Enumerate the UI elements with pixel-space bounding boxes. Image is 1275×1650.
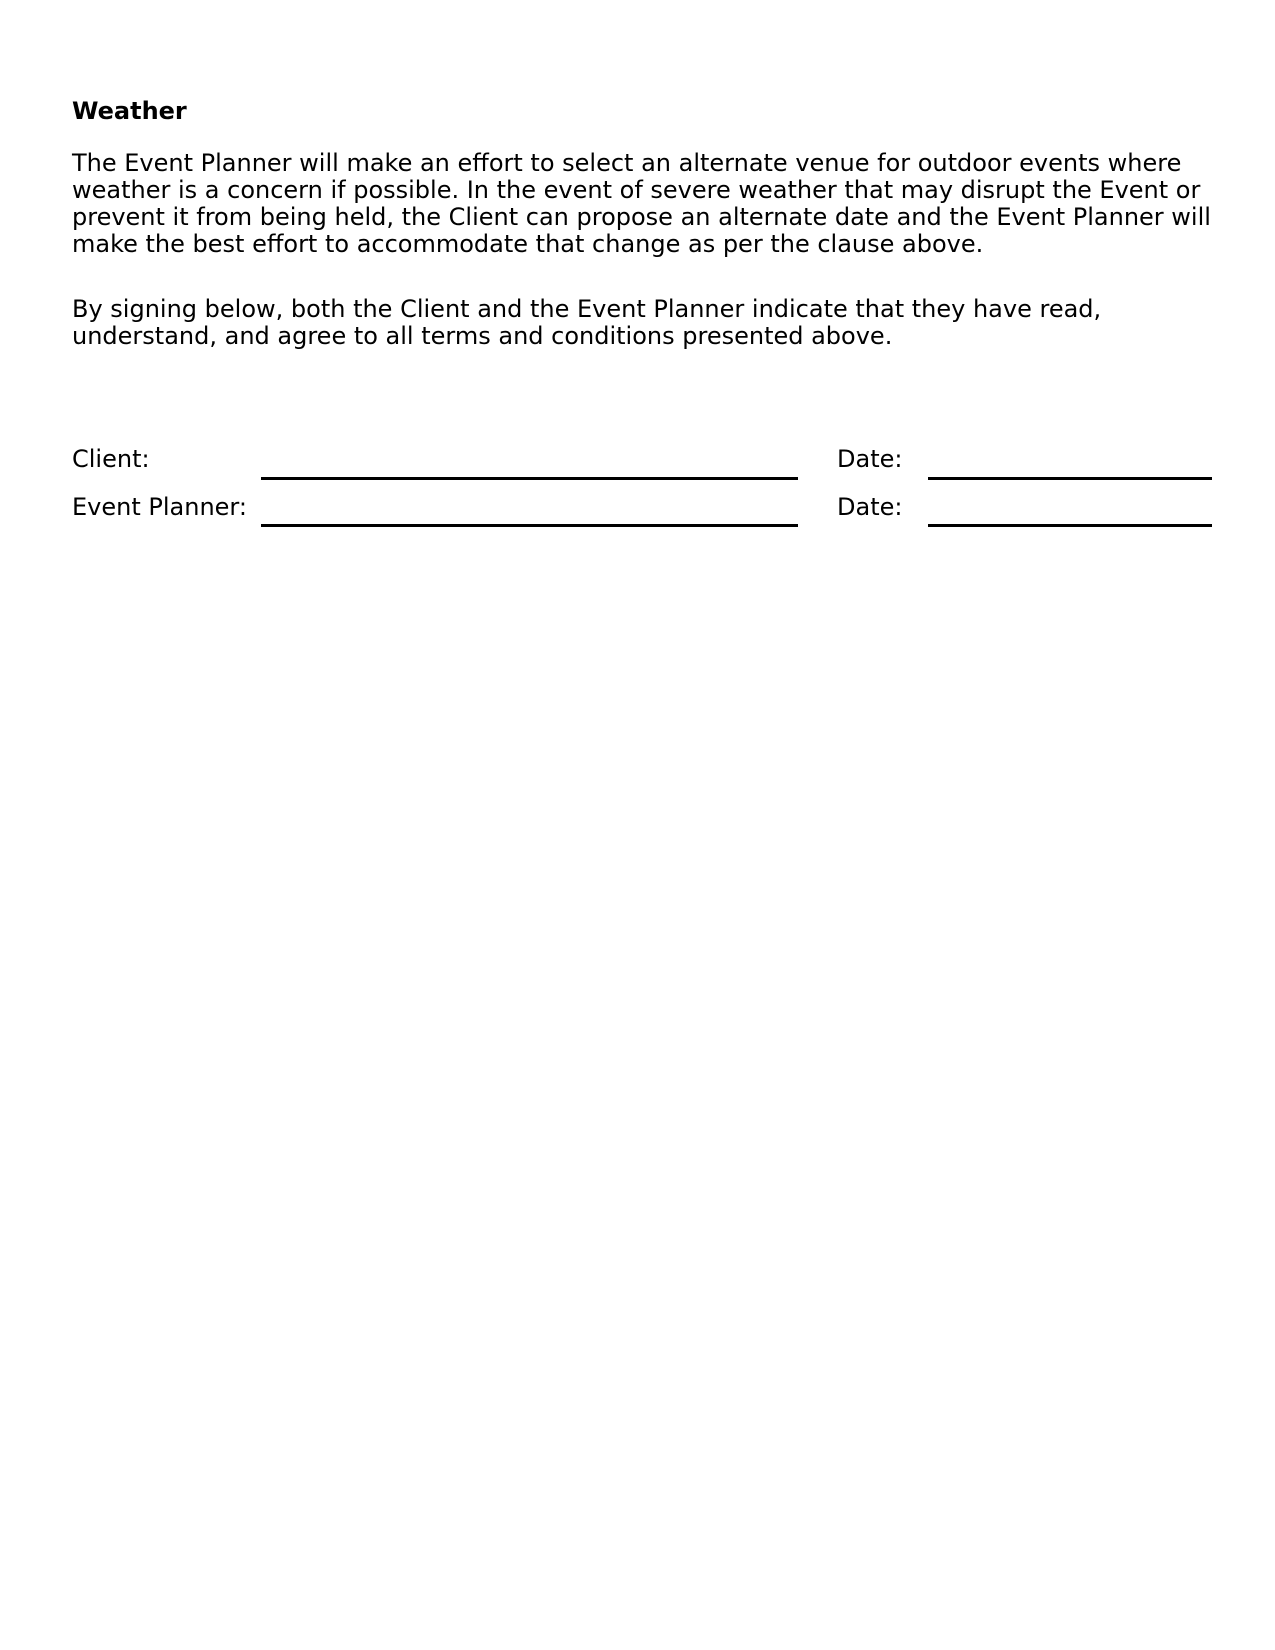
paragraph-line: prevent it from being held, the Client can propose an alternate date and the Event Planner will xyxy=(72,203,1211,231)
section-heading-weather: Weather xyxy=(72,97,187,125)
paragraph-line: The Event Planner will make an effort to select an alternate venue for outdoor events where xyxy=(72,149,1182,177)
paragraph-line: understand, and agree to all terms and conditions presented above. xyxy=(72,322,893,350)
agreement-paragraph xyxy=(72,296,1101,350)
client-date-label: Date: xyxy=(837,445,903,473)
paragraph-line: weather is a concern if possible. In the event of severe weather that may disrupt the Event or xyxy=(72,176,1201,204)
weather-clause-paragraph xyxy=(72,150,1211,258)
event-planner-date-line xyxy=(928,524,1212,527)
client-date-line xyxy=(928,477,1212,480)
client-label: Client: xyxy=(72,445,150,473)
paragraph-line: By signing below, both the Client and the Event Planner indicate that they have read, xyxy=(72,295,1102,323)
event-planner-signature-line xyxy=(261,524,798,527)
event-planner-label: Event Planner: xyxy=(72,493,247,521)
client-signature-line xyxy=(261,477,798,480)
event-planner-date-label: Date: xyxy=(837,493,903,521)
paragraph-line: make the best effort to accommodate that change as per the clause above. xyxy=(72,230,984,258)
